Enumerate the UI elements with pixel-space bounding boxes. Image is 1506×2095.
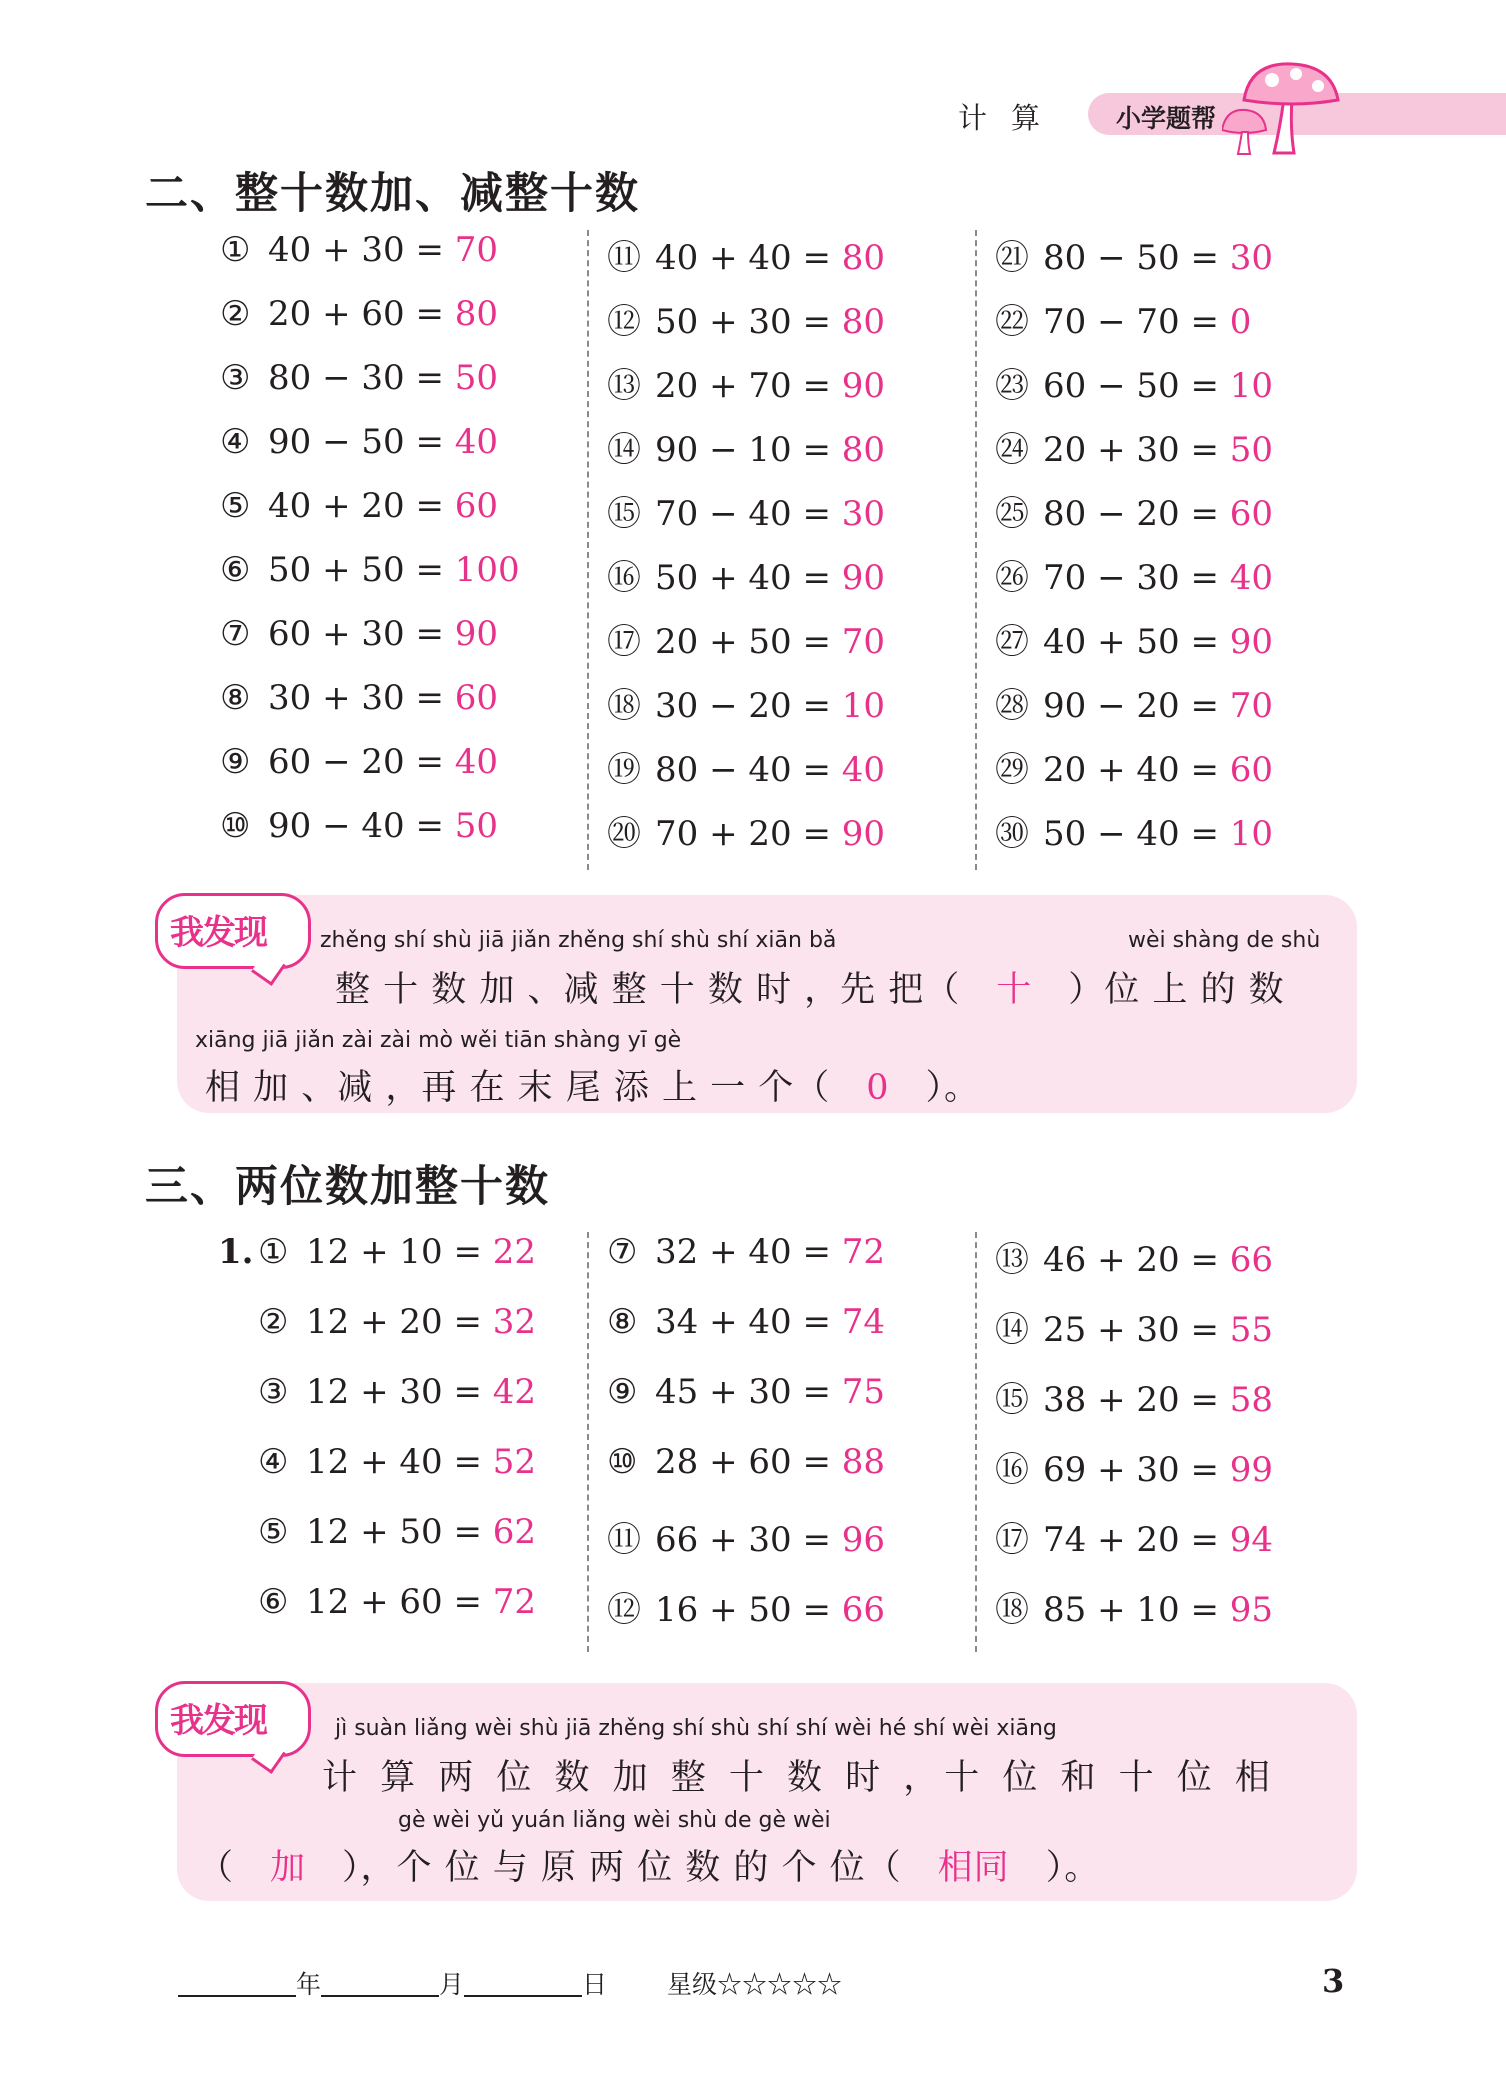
- column-divider: [975, 1232, 977, 1652]
- item-number: ⑮: [607, 494, 641, 534]
- answer: 40: [454, 742, 498, 782]
- answer: 66: [1229, 1240, 1273, 1280]
- equation-row: [995, 1302, 1273, 1351]
- expression: 70 + 20 =: [655, 814, 842, 854]
- expression: 38 + 20 =: [1043, 1380, 1230, 1420]
- item-number: ⑱: [995, 1590, 1029, 1630]
- item-number: ㉙: [995, 750, 1029, 790]
- column-divider: [587, 230, 589, 870]
- equation-row: [607, 358, 885, 407]
- equation-row: [258, 1232, 536, 1272]
- item-number: ⑥: [258, 1582, 289, 1622]
- answer: 80: [454, 294, 498, 334]
- item-number: ⑬: [607, 366, 641, 406]
- item-number: ㉖: [995, 558, 1029, 598]
- item-number: ①: [258, 1232, 289, 1272]
- mushroom-icon: [1222, 58, 1352, 158]
- answer: 100: [454, 550, 520, 590]
- discovery-text-line: 整 十 数 加 、减 整 十 数 时 ，先 把（ 十 ）位 上 的 数: [335, 970, 1285, 1010]
- expression: 12 + 30 =: [306, 1372, 493, 1412]
- equation-row: [607, 1372, 885, 1412]
- expression: 60 + 30 =: [268, 614, 455, 654]
- subject-title: 计 算: [958, 101, 1043, 135]
- expression: 16 + 50 =: [655, 1590, 842, 1630]
- equation-row: [220, 486, 498, 526]
- item-number: ⑧: [220, 678, 251, 718]
- item-number: ⑦: [220, 614, 251, 654]
- equation-row: [607, 1232, 885, 1272]
- item-number: ⑫: [607, 1590, 641, 1630]
- expression: 80 − 40 =: [655, 750, 842, 790]
- answer: 60: [1229, 750, 1273, 790]
- date-rating-footer: 年 月 日 星级☆☆☆☆☆: [178, 1965, 842, 2001]
- equation-row: [607, 230, 885, 279]
- equation-row: [607, 294, 885, 343]
- equation-row: [995, 422, 1273, 471]
- section-3-title: 三、两位数加整十数: [145, 1162, 550, 1212]
- expression: 74 + 20 =: [1043, 1520, 1230, 1560]
- expression: 20 + 30 =: [1043, 430, 1230, 470]
- equation-row: [607, 1442, 885, 1482]
- answer: 88: [841, 1442, 885, 1482]
- answer: 60: [454, 678, 498, 718]
- expression: 66 + 30 =: [655, 1520, 842, 1560]
- equation-row: [220, 358, 498, 398]
- discovery-badge: [155, 1681, 311, 1757]
- expression: 12 + 60 =: [306, 1582, 493, 1622]
- item-number: ⑮: [995, 1380, 1029, 1420]
- item-number: ⑱: [607, 686, 641, 726]
- item-number: ⑧: [607, 1302, 638, 1342]
- item-number: ⑤: [220, 486, 251, 526]
- item-number: ⑭: [995, 1310, 1029, 1350]
- answer: 60: [454, 486, 498, 526]
- expression: 70 − 40 =: [655, 494, 842, 534]
- expression: 32 + 40 =: [655, 1232, 842, 1272]
- equation-row: [220, 550, 520, 590]
- expression: 50 − 40 =: [1043, 814, 1230, 854]
- equation-row: [258, 1302, 536, 1342]
- expression: 60 − 20 =: [268, 742, 455, 782]
- answer: 90: [841, 558, 885, 598]
- expression: 30 − 20 =: [655, 686, 842, 726]
- equation-row: [995, 1582, 1273, 1631]
- answer: 40: [454, 422, 498, 462]
- expression: 40 + 30 =: [268, 230, 455, 270]
- equation-row: [995, 294, 1251, 343]
- item-number: ⑨: [220, 742, 251, 782]
- item-number: ⑬: [995, 1240, 1029, 1280]
- equation-row: [995, 614, 1273, 663]
- expression: 40 + 40 =: [655, 238, 842, 278]
- expression: 70 − 30 =: [1043, 558, 1230, 598]
- item-number: ⑫: [607, 302, 641, 342]
- answer: 70: [454, 230, 498, 270]
- answer: 55: [1229, 1310, 1273, 1350]
- answer: 90: [841, 366, 885, 406]
- answer: 94: [1229, 1520, 1273, 1560]
- answer: 10: [1229, 366, 1273, 406]
- item-number: ㉔: [995, 430, 1029, 470]
- item-number: ⑨: [607, 1372, 638, 1412]
- pinyin-line: gè wèi yǔ yuán liǎng wèi shù de gè wèi: [398, 1808, 831, 1833]
- answer: 62: [492, 1512, 536, 1552]
- item-number: ⑲: [607, 750, 641, 790]
- answer-blank: 十: [996, 970, 1033, 1010]
- equation-row: [607, 614, 885, 663]
- item-number: ㉗: [995, 622, 1029, 662]
- answer: 52: [492, 1442, 536, 1482]
- equation-row: [607, 486, 885, 535]
- expression: 60 − 50 =: [1043, 366, 1230, 406]
- answer: 10: [841, 686, 885, 726]
- item-number: ⑦: [607, 1232, 638, 1272]
- discovery-badge-label: 我发现: [170, 1701, 266, 1741]
- pinyin-line: xiāng jiā jiǎn zài zài mò wěi tiān shàng yī gè: [195, 1028, 682, 1053]
- expression: 46 + 20 =: [1043, 1240, 1230, 1280]
- answer: 50: [454, 358, 498, 398]
- equation-row: [220, 294, 498, 334]
- item-number: ⑪: [607, 238, 641, 278]
- section-2-title: 二、整十数加、减整十数: [145, 169, 640, 219]
- expression: 50 + 40 =: [655, 558, 842, 598]
- equation-row: [220, 230, 498, 270]
- equation-row: [220, 742, 498, 782]
- expression: 85 + 10 =: [1043, 1590, 1230, 1630]
- answer: 30: [841, 494, 885, 534]
- expression: 34 + 40 =: [655, 1302, 842, 1342]
- equation-row: [607, 1582, 885, 1631]
- answer: 80: [841, 302, 885, 342]
- item-number: ⑯: [607, 558, 641, 598]
- answer: 50: [454, 806, 498, 846]
- item-number: ②: [220, 294, 251, 334]
- expression: 80 − 30 =: [268, 358, 455, 398]
- expression: 50 + 50 =: [268, 550, 455, 590]
- expression: 90 − 40 =: [268, 806, 455, 846]
- discovery-text-line: 计 算 两 位 数 加 整 十 数 时 ，十 位 和 十 位 相: [322, 1758, 1276, 1798]
- answer: 70: [1229, 686, 1273, 726]
- answer: 90: [454, 614, 498, 654]
- item-number: ㉚: [995, 814, 1029, 854]
- item-number: ⑳: [607, 814, 641, 854]
- answer: 40: [1229, 558, 1273, 598]
- answer: 99: [1229, 1450, 1273, 1490]
- item-number: ③: [258, 1372, 289, 1412]
- answer: 90: [1229, 622, 1273, 662]
- item-number: ⑩: [607, 1442, 638, 1482]
- column-divider: [587, 1232, 589, 1652]
- discovery-badge-label: 我发现: [170, 913, 266, 953]
- equation-row: [995, 1512, 1273, 1561]
- item-number: ㉘: [995, 686, 1029, 726]
- answer: 95: [1229, 1590, 1273, 1630]
- discovery-badge: [155, 893, 311, 969]
- answer: 96: [841, 1520, 885, 1560]
- equation-row: [258, 1442, 536, 1482]
- answer-blank: 0: [866, 1068, 890, 1108]
- pinyin-line: jì suàn liǎng wèi shù jiā zhěng shí shù shí shí wèi hé shí wèi xiāng: [335, 1716, 1057, 1741]
- expression: 12 + 40 =: [306, 1442, 493, 1482]
- equation-row: [995, 1232, 1273, 1281]
- equation-row: [607, 1512, 885, 1561]
- expression: 80 − 50 =: [1043, 238, 1230, 278]
- answer: 80: [841, 430, 885, 470]
- item-number: ④: [220, 422, 251, 462]
- expression: 20 + 40 =: [1043, 750, 1230, 790]
- equation-row: [607, 550, 885, 599]
- answer: 72: [492, 1582, 536, 1622]
- item-number: ③: [220, 358, 251, 398]
- equation-row: [607, 806, 885, 855]
- equation-row: [607, 1302, 885, 1342]
- equation-row: [995, 678, 1273, 727]
- answer: 58: [1229, 1380, 1273, 1420]
- equation-row: [995, 486, 1273, 535]
- expression: 20 + 50 =: [655, 622, 842, 662]
- equation-row: [607, 742, 885, 791]
- item-number: ⑩: [220, 806, 251, 846]
- equation-row: [220, 806, 498, 846]
- equation-row: [995, 806, 1273, 855]
- item-number: ㉒: [995, 302, 1029, 342]
- expression: 25 + 30 =: [1043, 1310, 1230, 1350]
- equation-row: [995, 742, 1273, 791]
- answer: 0: [1229, 302, 1252, 342]
- answer: 75: [841, 1372, 885, 1412]
- expression: 28 + 60 =: [655, 1442, 842, 1482]
- item-number: ④: [258, 1442, 289, 1482]
- star-rating: 星级☆☆☆☆☆: [667, 1970, 843, 1999]
- expression: 12 + 50 =: [306, 1512, 493, 1552]
- expression: 40 + 20 =: [268, 486, 455, 526]
- item-number: ㉑: [995, 238, 1029, 278]
- answer: 90: [841, 814, 885, 854]
- answer: 66: [841, 1590, 885, 1630]
- answer-blank: 相同: [937, 1848, 1010, 1888]
- expression: 20 + 60 =: [268, 294, 455, 334]
- answer: 42: [492, 1372, 536, 1412]
- expression: 20 + 70 =: [655, 366, 842, 406]
- expression: 50 + 30 =: [655, 302, 842, 342]
- equation-row: [258, 1372, 536, 1412]
- equation-row: [220, 422, 498, 462]
- equation-row: [220, 614, 498, 654]
- item-number: ㉕: [995, 494, 1029, 534]
- expression: 40 + 50 =: [1043, 622, 1230, 662]
- discovery-text-line: （ 加 ），个 位 与 原 两 位 数 的 个 位（ 相同 ）。: [198, 1848, 1101, 1888]
- expression: 12 + 20 =: [306, 1302, 493, 1342]
- equation-row: [258, 1582, 536, 1622]
- item-number: ⑯: [995, 1450, 1029, 1490]
- answer: 50: [1229, 430, 1273, 470]
- item-number: ⑰: [607, 622, 641, 662]
- equation-row: [607, 678, 885, 727]
- answer: 10: [1229, 814, 1273, 854]
- column-divider: [975, 230, 977, 870]
- expression: 69 + 30 =: [1043, 1450, 1230, 1490]
- expression: 45 + 30 =: [655, 1372, 842, 1412]
- item-number: ⑪: [607, 1520, 641, 1560]
- answer: 22: [492, 1232, 536, 1272]
- equation-row: [995, 1442, 1273, 1491]
- equation-row: [995, 1372, 1273, 1421]
- answer: 80: [841, 238, 885, 278]
- item-number: ⑰: [995, 1520, 1029, 1560]
- expression: 30 + 30 =: [268, 678, 455, 718]
- answer: 32: [492, 1302, 536, 1342]
- answer: 60: [1229, 494, 1273, 534]
- answer: 72: [841, 1232, 885, 1272]
- equation-row: [258, 1512, 536, 1552]
- answer: 30: [1229, 238, 1273, 278]
- answer: 40: [841, 750, 885, 790]
- answer-blank: 加: [270, 1848, 307, 1888]
- discovery-text-line: 相 加 、减 ，再 在 末 尾 添 上 一 个（ 0 ）。: [205, 1068, 981, 1108]
- page-number: 3: [1322, 1962, 1345, 2000]
- expression: 90 − 50 =: [268, 422, 455, 462]
- pinyin-line: zhěng shí shù jiā jiǎn zhěng shí shù shí xiān bǎ: [320, 928, 837, 953]
- expression: 90 − 20 =: [1043, 686, 1230, 726]
- expression: 90 − 10 =: [655, 430, 842, 470]
- item-number: ⑤: [258, 1512, 289, 1552]
- expression: 12 + 10 =: [306, 1232, 493, 1272]
- item-number: ②: [258, 1302, 289, 1342]
- answer: 70: [841, 622, 885, 662]
- equation-row: [220, 678, 498, 718]
- equation-row: [995, 550, 1273, 599]
- answer: 74: [841, 1302, 885, 1342]
- question-number: 1.: [218, 1232, 254, 1272]
- expression: 70 − 70 =: [1043, 302, 1230, 342]
- equation-row: [607, 422, 885, 471]
- pinyin-line: wèi shàng de shù: [1128, 928, 1321, 953]
- item-number: ⑥: [220, 550, 251, 590]
- expression: 80 − 20 =: [1043, 494, 1230, 534]
- item-number: ⑭: [607, 430, 641, 470]
- item-number: ①: [220, 230, 251, 270]
- equation-row: [995, 358, 1273, 407]
- brand-label: 小学题帮: [1116, 104, 1217, 133]
- item-number: ㉓: [995, 366, 1029, 406]
- equation-row: [995, 230, 1273, 279]
